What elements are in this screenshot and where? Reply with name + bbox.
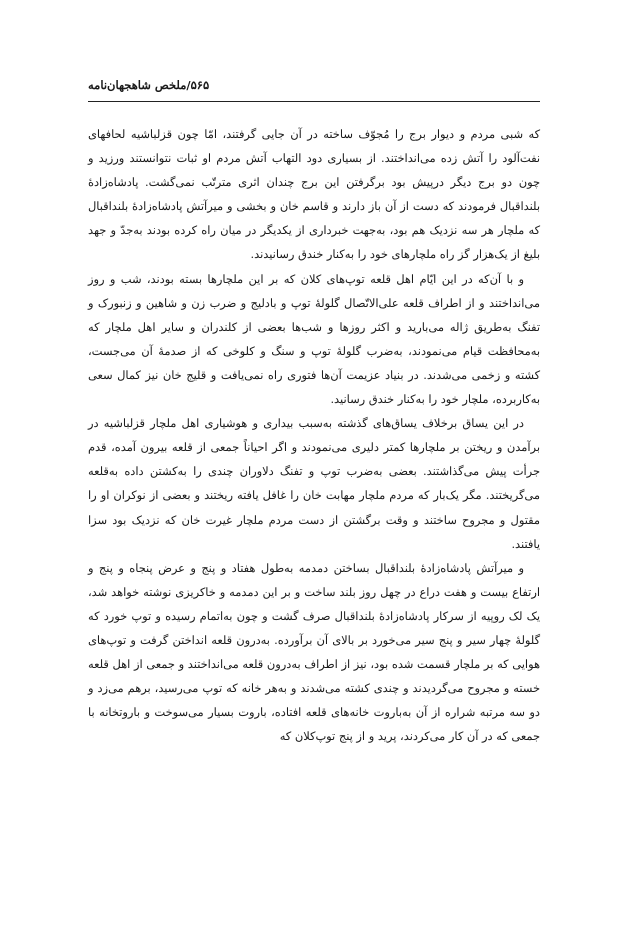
header-rule	[88, 101, 540, 102]
paragraph: که شبی مردم و دیوار برج را مُجوّف ساخته در آن جایی گرفتند، امّا چون قزلباشیه لحافهای نفت‌آلود را آتش زده می‌انداختند. از بسیاری دود التهاب آتش مردم او ثبات نتوانستند ورزید و چون دو برج دیگر درپیش بود برگرفتن این برج چندان اثری مترتّب نمی‌گشت. پادشاه‌زادۀ بلنداقبال فرمودند که دست از آن باز دارند و قاسم خان و بخشی و میرآتش پادشاه‌زادۀ بلنداقبال که ملچار هر سه نزدیک هم بود، به‌جهت خبرداری از یکدیگر در میان راه کرده بودند به‌جدّ و جهد بلیغ از یک‌هزار گز راه ملچارهای خود را به‌کنار خندق رسانیدند.	[88, 127, 540, 262]
paragraph: در این یساق برخلاف یساق‌های گذشته به‌سبب بیداری و هوشیاری اهل ملچار قزلباشیه در برآمدن و ریختن بر ملچارها کمتر دلیری می‌نمودند و اگر احیاناً جمعی از قلعه بیرون آمده، قدم جرأت پیش می‌گذاشتند. بعضی به‌ضرب توپ و تفنگ دلاوران چندی را به‌کشتن داده به‌قلعه می‌گریختند. مگر یک‌بار که مردم ملچار مهابت خان را غافل یافته ریختند و بعضی از نوکران او را مقتول و مجروح ساختند و وقت برگشتن از دست مردم ملچار غیرت خان که نزدیک بود سزا یافتند.	[88, 416, 540, 551]
body-text	[88, 122, 540, 748]
paragraph: و میرآتش پادشاه‌زادۀ بلنداقبال بساختن دمدمه به‌طول هفتاد و پنج و عرض پنجاه و پنج و ارتفاع بیست و هفت دراع در چهل روز بلند ساخت و بر این دمدمه و خاکریزی نوشته خواهد شد، یک لک روپیه از سرکار پادشاه‌زادۀ بلنداقبال صرف گشت و چون به‌اتمام رسیده و توپ خورد که گلولۀ چهار سیر و پنج سیر می‌خورد بر بالای آن برآورده. به‌درون قلعه انداختن گرفت و توپ‌های هوایی که بر ملچار قسمت شده بود، نیز از اطراف به‌درون قلعه می‌انداختند و جمعی از اهل قلعه خسته و مجروح می‌گردیدند و چندی کشته می‌شدند و به‌هر خانه که توپ می‌رسید، برهم می‌زد و دو سه مرتبه شراره از آن به‌باروت خانه‌های قلعه افتاده، باروت بسیار می‌سوخت و باروتخانه با جمعی که در آن کار می‌کردند، پرید و از پنج توپ‌کلان که	[88, 560, 540, 744]
paragraph: و با آن‌که در این ایّام اهل قلعه توپ‌های کلان که بر این ملچارها بسته بودند، شب و روز می‌انداختند و از اطراف قلعه علی‌الاتّصال گلولۀ توپ و بادلیج و ضرب زن و شاهین و زنبورک و تفنگ به‌طریق ژاله می‌بارید و اکثر روزها و شب‌ها بعضی از کلندران و سایر اهل ملچار که به‌محافظت قیام می‌نمودند، به‌ضرب گلولۀ توپ و سنگ و کلوخی که از صدمۀ آن می‌جست، کشته و زخمی می‌شدند. در بنیاد عزیمت آن‌ها فتوری راه نمی‌یافت و قلیج خان نیز کمال سعی به‌کاربرده، ملچار خود را به‌کنار خندق رسانید.	[88, 271, 540, 407]
running-header: ۵۶۵/ملخص شاهجهان‌نامه	[88, 78, 210, 92]
